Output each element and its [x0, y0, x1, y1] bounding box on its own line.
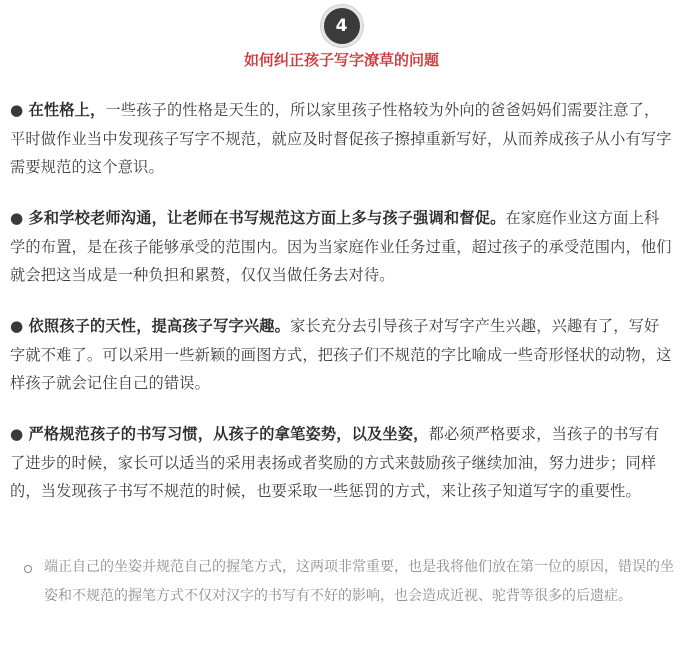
paragraph-writing-habits: [10, 420, 674, 506]
paragraph-body: 一些孩子的性格是天生的，所以家里孩子性格较为外向的爸爸妈妈们需要注意了，平时做作业当中发现孩子写字不规范，就应及时督促孩子擦掉重新写好，从而养成孩子从小有写字需要规范的这个意识。: [10, 101, 672, 176]
bullet: ●: [10, 209, 24, 227]
paragraph-body: 都必须严格要求，当孩子的书写有了进步的时候，家长可以适当的采用表扬或者奖励的方式来鼓励孩子继续加油，努力进步；同样的，当发现孩子书写不规范的时候，也要采取一些惩罚的方式，来让孩子知道写字的重要性。: [10, 425, 660, 500]
bullet: ●: [10, 101, 24, 119]
paragraph-lead: 严格规范孩子的书写习惯，从孩子的拿笔姿势，以及坐姿，: [28, 425, 429, 443]
paragraph-body: 家长充分去引导孩子对写字产生兴趣，兴趣有了，写好字就不难了。可以采用一些新颖的画图方式，把孩子们不规范的字比喻成一些奇形怪状的动物，这样孩子就会记住自己的错误。: [10, 317, 672, 392]
bullet: ●: [10, 425, 24, 443]
paragraph-teacher-communication: [10, 204, 674, 290]
section-badge-wrapper: [0, 5, 683, 47]
paragraph-body: 在家庭作业这方面上科学的布置，是在孩子能够承受的范围内。因为当家庭作业任务过重，超过孩子的承受范围内，他们就会把这当成是一种负担和累赘，仅仅当做任务去对待。: [10, 209, 672, 284]
section-number-badge: 4: [321, 5, 363, 47]
paragraph-personality: [10, 96, 674, 182]
bullet: ●: [10, 317, 24, 335]
paragraph-interest: [10, 312, 674, 398]
paragraph-lead: 在性格上，: [28, 101, 106, 119]
article-title: 如何纠正孩子写字潦草的问题: [243, 51, 439, 69]
paragraph-lead: 依照孩子的天性，提高孩子写字兴趣。: [28, 317, 291, 335]
hollow-circle-bullet-icon: [24, 565, 32, 573]
posture-note: 端正自己的坐姿并规范自己的握笔方式，这两项非常重要，也是我将他们放在第一位的原因，错误的坐姿和不规范的握笔方式不仅对汉字的书写有不好的影响，也会造成近视、驼背等很多的后遗症。: [44, 559, 674, 604]
paragraph-lead: 多和学校老师沟通，让老师在书写规范这方面上多与孩子强调和督促。: [28, 209, 506, 227]
